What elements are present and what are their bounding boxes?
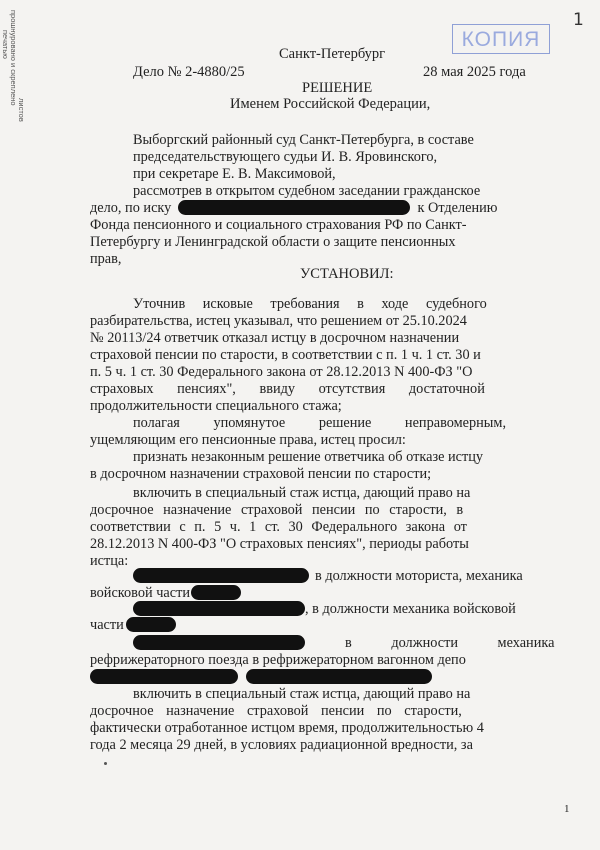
intro-line: Фонда пенсионного и социального страхования РФ по Санкт- xyxy=(90,217,467,233)
redacted-period xyxy=(133,601,305,616)
body-line: досрочное назначение страховой пенсии по старости, в xyxy=(90,502,464,518)
margin-note-3: листов xyxy=(17,98,26,122)
body-line: включить в специальный стаж истца, дающий право на xyxy=(133,485,471,501)
body-line: разбирательства, истец указывал, что решением от 25.10.2024 xyxy=(90,313,467,329)
body-line: досрочное назначение страховой пенсии по старости, xyxy=(90,703,462,719)
redacted-plaintiff xyxy=(178,200,410,215)
redacted-period xyxy=(246,669,432,684)
body-line: года 2 месяца 29 дней, в условиях радиационной вредности, за xyxy=(90,737,473,753)
redacted-period xyxy=(133,568,309,583)
body-line: продолжительности специального стажа; xyxy=(90,398,342,414)
case-number: Дело № 2-4880/25 xyxy=(133,64,245,80)
intro-line xyxy=(90,200,564,217)
period-line xyxy=(90,669,564,686)
body-line: признать незаконным решение ответчика об отказе истцу xyxy=(133,449,484,465)
intro-line: Выборгский районный суд Санкт-Петербурга, в составе xyxy=(133,132,474,148)
body-line: истца: xyxy=(90,553,129,569)
period-text: в должности моториста, механика xyxy=(315,568,523,584)
doc-title: РЕШЕНИЕ xyxy=(302,80,373,96)
body-line: включить в специальный стаж истца, дающий право на xyxy=(133,686,471,702)
intro-line: председательствующего судьи И. В. Яровинского, xyxy=(133,149,438,165)
intro-line: Петербургу и Ленинградской области о защите пенсионных xyxy=(90,234,456,250)
period-text: войсковой части xyxy=(90,585,190,601)
body-line: страховой пенсии по старости, в соответствии с п. 1 ч. 1 ст. 30 и xyxy=(90,347,481,363)
page-number: 1 xyxy=(564,803,570,815)
body-line: 28.12.2013 N 400-ФЗ "О страховых пенсиях", периоды работы xyxy=(90,536,469,552)
period-line xyxy=(133,568,600,585)
redacted-depot xyxy=(90,669,238,684)
redacted-unit xyxy=(126,617,176,632)
body-line: № 20113/24 ответчик отказал истцу в досрочном назначении xyxy=(90,330,460,346)
speck xyxy=(104,762,107,765)
period-line: рефрижераторного поезда в рефрижераторном вагонном депо xyxy=(90,652,466,668)
body-line: п. 5 ч. 1 ст. 30 Федерального закона от 28.12.2013 N 400-ФЗ "О xyxy=(90,364,473,380)
margin-note-2: печатью xyxy=(1,30,10,59)
doc-subtitle: Именем Российской Федерации, xyxy=(230,96,431,112)
redacted-period xyxy=(133,635,305,650)
period-text: в должности механика xyxy=(345,635,555,651)
city: Санкт-Петербург xyxy=(279,46,386,62)
handwritten-page-number: 1 xyxy=(573,10,584,30)
body-line: соответствии с п. 5 ч. 1 ст. 30 Федерального закона от xyxy=(90,519,467,535)
body-line: в досрочном назначении страховой пенсии по старости; xyxy=(90,466,432,482)
intro-fragment: к Отделению xyxy=(417,200,498,216)
decision-date: 28 мая 2025 года xyxy=(423,64,526,80)
period-line xyxy=(133,601,600,618)
period-line xyxy=(90,617,564,634)
redacted-unit xyxy=(191,585,241,600)
intro-line: прав, xyxy=(90,251,122,267)
body-line: ущемляющим его пенсионные права, истец просил: xyxy=(90,432,406,448)
intro-line: рассмотрев в открытом судебном заседании гражданское xyxy=(133,183,481,199)
body-line: Уточнив исковые требования в ходе судебного xyxy=(133,296,487,312)
period-text: части xyxy=(90,617,124,633)
period-line xyxy=(90,585,564,602)
section-title: УСТАНОВИЛ: xyxy=(300,266,394,282)
margin-note-1: прошнуровано и скреплено xyxy=(9,10,18,106)
body-line: страховых пенсиях", ввиду отсутствия достаточной xyxy=(90,381,485,397)
body-line: фактически отработанное истцом время, продолжительностью 4 xyxy=(90,720,484,736)
copy-stamp: КОПИЯ xyxy=(452,24,550,54)
intro-fragment: дело, по иску xyxy=(90,200,172,216)
intro-line: при секретаре Е. В. Максимовой, xyxy=(133,166,336,182)
period-line xyxy=(133,635,600,652)
period-text: , в должности механика войсковой xyxy=(305,601,516,617)
body-line: полагая упомянутое решение неправомерным, xyxy=(133,415,507,431)
